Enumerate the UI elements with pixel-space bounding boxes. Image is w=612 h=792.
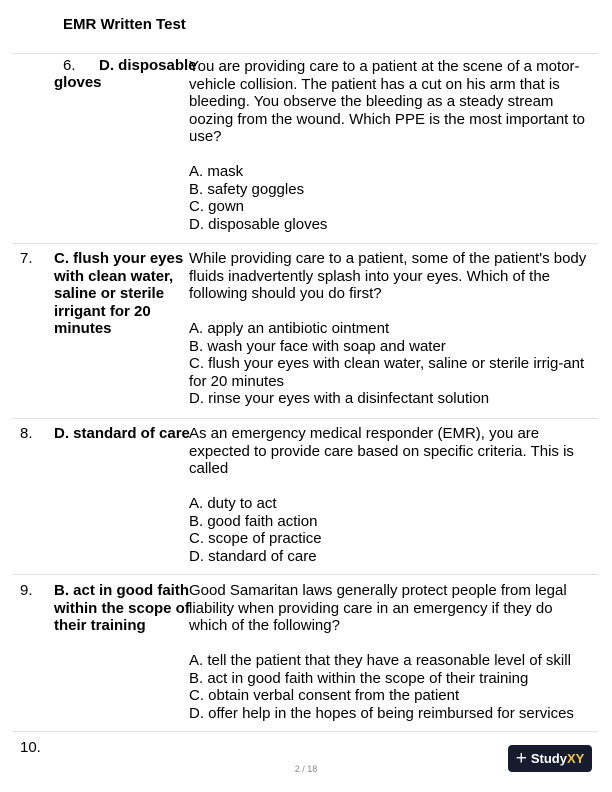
page-indicator: 2 / 18 — [294, 764, 318, 774]
question-text: Good Samaritan laws generally protect people from legal liability when providing care in an emergency if they do which of the following? — [189, 582, 567, 634]
question-text: While providing care to a patient, some of the patient's body fluids inadvertently splash into your eyes. Which of the following should you do first? — [189, 250, 587, 302]
page-title: EMR Written Test — [63, 16, 186, 33]
choice-b: B. wash your face with soap and water — [189, 337, 446, 355]
question-text: You are providing care to a patient at the scene of a motor-vehicle collision. The patient has a cut on his arm that is bleeding. You observe the bleeding as a steady stream oozing from the wound. Which PPE is the most important to use? — [189, 58, 586, 145]
question-block — [189, 58, 594, 233]
choice-a: A. duty to act — [189, 495, 277, 512]
choice-b: B. good faith action — [189, 512, 318, 530]
answer-text: D. disposable — [99, 57, 197, 74]
answer-text: C. flush your eyes with clean water, saline or sterile irrigant for 20 minutes — [54, 250, 184, 337]
choice-a: A. tell the patient that they have a reasonable level of skill — [189, 652, 571, 669]
choice-c: C. flush your eyes with clean water, saline or sterile irrig-ant for 20 minutes — [189, 355, 585, 390]
divider — [12, 53, 598, 54]
plus-icon: + — [515, 748, 527, 769]
choice-b: B. act in good faith within the scope of their training — [189, 669, 529, 687]
divider — [12, 574, 598, 575]
choice-d: D. offer help in the hopes of being reimbursed for services — [189, 704, 574, 722]
choice-c: C. obtain verbal consent from the patient — [189, 687, 460, 704]
question-block — [189, 250, 594, 408]
badge-study-text: Study — [530, 751, 567, 766]
question-number: 9. — [20, 582, 33, 599]
answer-text: D. standard of care — [54, 425, 190, 442]
question-number: 8. — [20, 425, 33, 442]
question-number: 10. — [20, 739, 41, 756]
divider — [12, 418, 598, 419]
question-block — [189, 425, 594, 565]
choice-d: D. rinse your eyes with a disinfectant solution — [189, 390, 490, 407]
question-number: 7. — [20, 250, 33, 267]
question-block — [189, 582, 594, 722]
answer-text: B. act in good faith within the scope of their training — [54, 582, 190, 634]
choice-a: A. apply an antibiotic ointment — [189, 320, 390, 337]
question-text: As an emergency medical responder (EMR), you are expected to provide care based on specific criteria. This is called — [189, 425, 574, 477]
choice-d: D. disposable gloves — [189, 215, 328, 233]
answer-text-continued: gloves — [54, 74, 102, 91]
question-number: 6. — [63, 57, 76, 74]
choice-c: C. gown — [189, 198, 245, 215]
studyxy-badge[interactable] — [508, 745, 592, 772]
divider — [12, 731, 598, 732]
choice-d: D. standard of care — [189, 547, 317, 565]
divider — [12, 243, 598, 244]
badge-xy-text: XY — [566, 751, 585, 766]
choice-a: A. mask — [189, 163, 244, 180]
choice-b: B. safety goggles — [189, 180, 305, 198]
choice-c: C. scope of practice — [189, 530, 322, 547]
